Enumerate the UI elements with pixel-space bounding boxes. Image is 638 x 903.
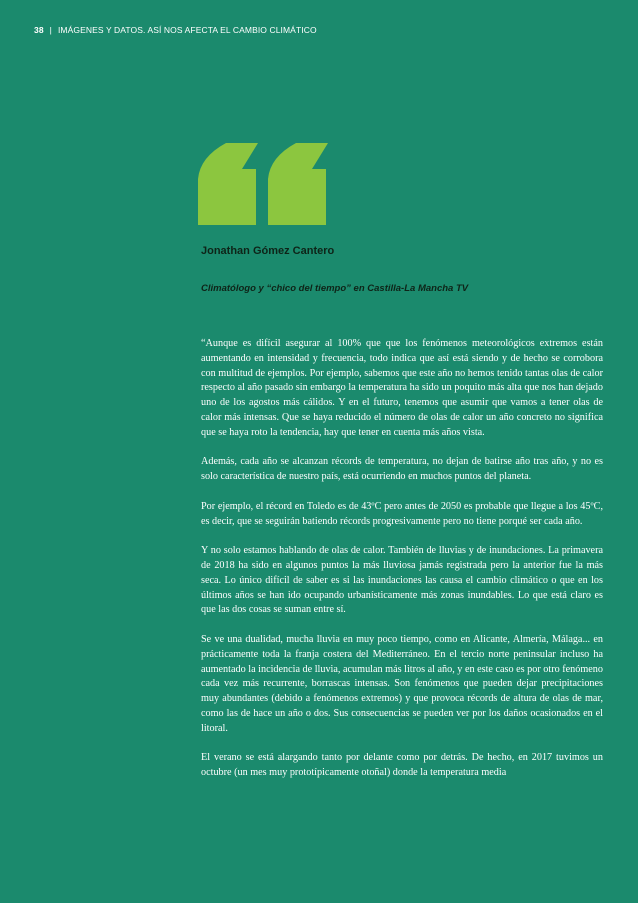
page-number: 38 <box>34 25 44 35</box>
paragraph: Por ejemplo, el récord en Toledo es de 43ºC pero antes de 2050 es probable que llegue a los 45ºC, es decir, que se seguirán batiendo récords progresivamente pero no tiene porqué ser cada año. <box>201 500 603 527</box>
paragraph: Se ve una dualidad, mucha lluvia en muy poco tiempo, como en Alicante, Almería, Málaga... en prácticamente toda la franja costera del Mediterráneo. En el tercio norte peninsular incluso ha aumentado la incidencia de lluvia, acumulan más litros al año, y en este caso es por otro fenómeno cada vez más recurrente, borrascas intensas. Son fenómenos que pueden dejar precipitaciones muy abundantes (debido a fenómenos extremos) y que provoca récords de altura de olas de mar, como las de hace un año o dos. Sus consecuencias se pueden ver por los daños ocasionados en el litoral. <box>201 633 603 734</box>
author-role: Climatólogo y “chico del tiempo” en Castilla-La Mancha TV <box>201 283 469 294</box>
paragraph: Y no solo estamos hablando de olas de calor. También de lluvias y de inundaciones. La primavera de 2018 ha sido en algunos puntos la más lluviosa jamás registrada pero la anterior fue la más seca. Lo único difícil de saber es si las inundaciones las causa el cambio climático o que en los últimos años se han ido ocupando urbanísticamente más zonas inundables. Lo que está claro es que las dos cosas se suman entre sí. <box>201 545 603 616</box>
author-name: Jonathan Gómez Cantero <box>201 245 335 257</box>
section-title: IMÁGENES Y DATOS. ASÍ NOS AFECTA EL CAMBIO CLIMÁTICO <box>57 25 317 35</box>
header-separator: | <box>49 25 52 35</box>
paragraph: Además, cada año se alcanzan récords de temperatura, no dejan de batirse año tras año, y no es solo característica de nuestro país, está ocurriendo en muchos puntos del planeta. <box>201 456 603 483</box>
paragraph: “Aunque es difícil asegurar al 100% que que los fenómenos meteorológicos extremos están aumentando en intensidad y frecuencia, todo indica que así está siendo y de hecho se corrobora con multitud de ejemplos. Por ejemplo, sabemos que este año no hemos tenido tantas olas de calor respecto al año pasado sin embargo la temperatura ha sido un poquito más alta que nos han dejado uno de los agostos más cálidos. Y en el futuro, tenemos que asumir que vamos a tener olas de calor más intensas. Que se haya reducido el número de olas de calor un año concreto no significa que se haya roto la tendencia, hay que tener en cuenta más años vista. <box>201 338 603 438</box>
quotation-mark-icon <box>198 143 328 225</box>
quote-body <box>201 337 603 796</box>
running-header <box>34 25 317 35</box>
paragraph: El verano se está alargando tanto por delante como por detrás. De hecho, en 2017 tuvimos un octubre (un mes muy prototípicamente otoñal) donde la temperatura media <box>201 752 603 779</box>
